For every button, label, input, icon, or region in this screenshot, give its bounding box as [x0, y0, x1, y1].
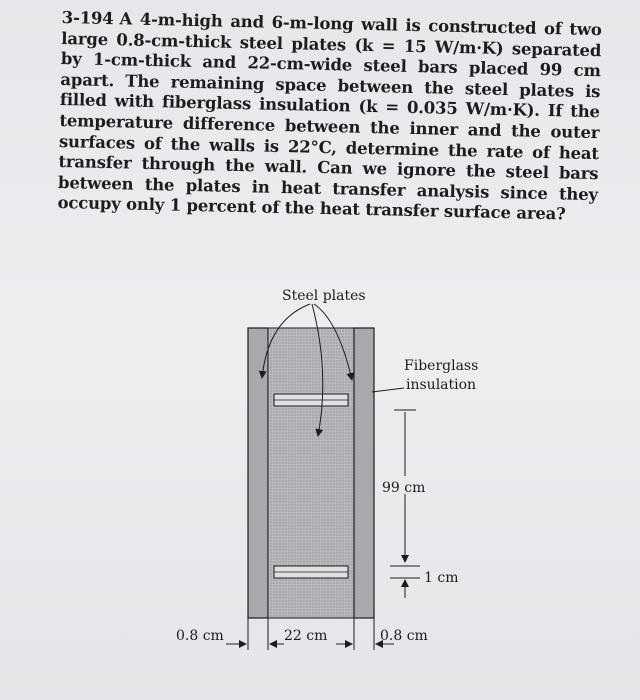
left-plate-dimension: [226, 614, 248, 650]
bar-thickness-label: 1 cm: [424, 570, 459, 586]
bar-width-label: 22 cm: [284, 628, 328, 644]
problem-number: 3-194: [61, 8, 114, 29]
left-steel-plate: [248, 328, 268, 618]
fiberglass-leader: [372, 388, 404, 392]
problem-text: A 4-m-high and 6-m-long wall is constructed of two large 0.8-cm-thick steel plates (k = 15 W/m·K) separated by 1-cm-thick and 22-cm-wide steel bars placed 99 cm apart. The remaining space between the steel plates is filled with fiberglass insulation (k = 0.035 W/m·K). If the temperature difference between the inner and the outer surfaces of the walls is 22°C, determine the rate of heat transfer through the wall. Can we ignore the steel bars between the plates in heat transfer analysis since they occupy only 1 percent of the heat transfer surface area?: [57, 9, 602, 224]
right-plate-label: 0.8 cm: [380, 628, 428, 644]
steel-bar-bottom: [274, 566, 348, 578]
right-steel-plate: [354, 328, 374, 618]
fiberglass-label-line1: Fiberglass: [404, 358, 479, 374]
fiberglass-label-line2: insulation: [406, 377, 477, 393]
steel-plates-label: Steel plates: [282, 288, 366, 304]
bar-thickness-dimension: [390, 566, 420, 598]
bar-spacing-label: 99 cm: [382, 480, 426, 496]
left-plate-label: 0.8 cm: [176, 628, 224, 644]
steel-bar-top: [274, 394, 348, 406]
